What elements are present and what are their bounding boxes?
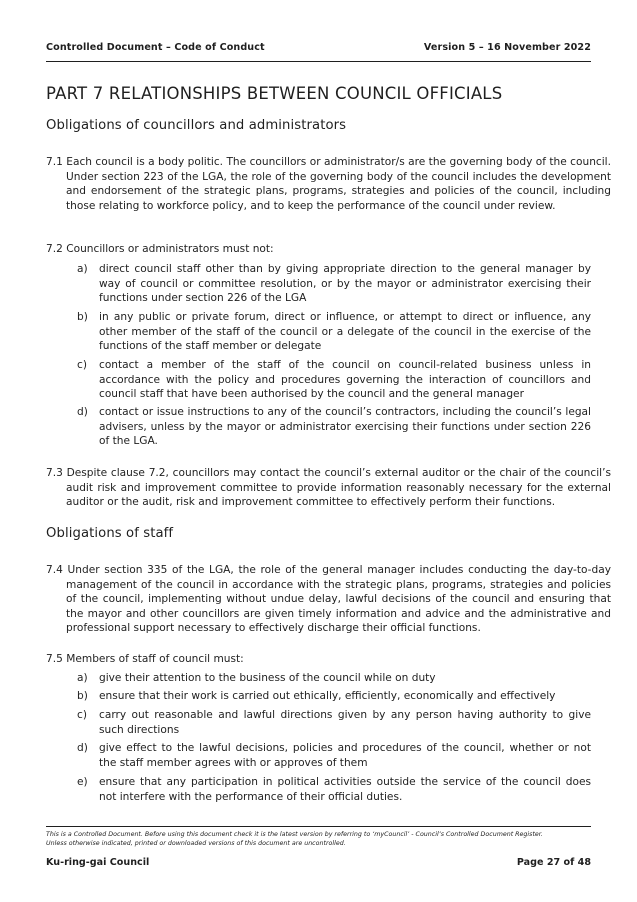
controlled-document-note: This is a Controlled Document. Before using this document check it is the latest version by referring to ‘myCouncil’ - Council’s Controlled Document Register. bbox=[46, 831, 543, 838]
list-marker: e) bbox=[77, 776, 88, 788]
list-item bbox=[77, 262, 591, 306]
list-item-text: give effect to the lawful decisions, policies and procedures of the council, whether or not the staff member agrees with or approves of them bbox=[99, 742, 591, 769]
footer-divider bbox=[46, 826, 591, 827]
list-item bbox=[77, 708, 591, 737]
list-item bbox=[77, 775, 591, 804]
list-item-text: carry out reasonable and lawful directions given by any person having authority to give such directions bbox=[99, 709, 591, 736]
list-marker: c) bbox=[77, 359, 87, 371]
section-heading-staff: Obligations of staff bbox=[46, 526, 174, 541]
header-divider bbox=[46, 61, 591, 62]
list-item bbox=[77, 358, 591, 402]
header-version: Version 5 – 16 November 2022 bbox=[423, 42, 591, 53]
list-item-text: ensure that their work is carried out ethically, efficiently, economically and effectively bbox=[99, 690, 556, 702]
list-item bbox=[77, 689, 591, 704]
page-header bbox=[46, 42, 591, 56]
list-item bbox=[77, 310, 591, 354]
page-number: Page 27 of 48 bbox=[516, 857, 591, 868]
list-marker: a) bbox=[77, 263, 88, 275]
clause-7-4: 7.4 Under section 335 of the LGA, the role of the general manager includes conducting the day-to-day management of the council in accordance with the strategic plans, programs, strategies and policies of the council, implementing without undue delay, lawful decisions of the council and ensuring that the mayor and other councillors are given timely information and advice and the administrative and professional support necessary to effectively discharge their official functions. bbox=[46, 564, 611, 635]
clause-7-1: 7.1 Each council is a body politic. The councillors or administrator/s are the governing body of the council. Under section 223 of the LGA, the role of the governing body of the council includes the development and endorsement of the strategic plans, programs, strategies and policies of the council, including those relating to workforce policy, and to keep the performance of the council under review. bbox=[46, 156, 611, 212]
uncontrolled-copy-note: Unless otherwise indicated, printed or downloaded versions of this document are uncontrolled. bbox=[46, 840, 346, 847]
clause-7-3: 7.3 Despite clause 7.2, councillors may contact the council’s external auditor or the chair of the council’s audit risk and improvement committee to provide information reasonably necessary for the external auditor or the audit, risk and improvement committee to effectively perform their functions. bbox=[46, 467, 611, 509]
clause-7-5-lead: 7.5 Members of staff of council must: bbox=[46, 653, 244, 665]
list-marker: c) bbox=[77, 709, 87, 721]
list-item-text: in any public or private forum, direct or influence, or attempt to direct or influence, any other member of the staff of the council or a delegate of the council in the exercise of the functions of the staff member or delegate bbox=[99, 311, 591, 353]
part-title: PART 7 RELATIONSHIPS BETWEEN COUNCIL OFFICIALS bbox=[46, 84, 503, 103]
list-item-text: ensure that any participation in political activities outside the service of the council does not interfere with the performance of their official duties. bbox=[99, 776, 591, 803]
list-item-text: direct council staff other than by giving appropriate direction to the general manager by way of council or committee resolution, or by the mayor or administrator exercising their functions under section 226 of the LGA bbox=[99, 263, 591, 305]
header-document-title: Controlled Document – Code of Conduct bbox=[46, 42, 265, 53]
list-marker: d) bbox=[77, 406, 88, 418]
list-marker: d) bbox=[77, 742, 88, 754]
list-item-text: contact or issue instructions to any of the council’s contractors, including the council’s legal advisers, unless by the mayor or administrator exercising their functions under section 226 of the LGA. bbox=[99, 406, 591, 448]
list-item bbox=[77, 671, 591, 686]
clause-7-2-lead: 7.2 Councillors or administrators must not: bbox=[46, 243, 274, 255]
list-marker: a) bbox=[77, 672, 88, 684]
footer-organisation: Ku-ring-gai Council bbox=[46, 857, 150, 868]
page-footer bbox=[46, 857, 591, 871]
list-marker: b) bbox=[77, 311, 88, 323]
list-item-text: give their attention to the business of the council while on duty bbox=[99, 672, 436, 684]
list-item bbox=[77, 405, 591, 449]
list-marker: b) bbox=[77, 690, 88, 702]
list-item-text: contact a member of the staff of the council on council-related business unless in accordance with the policy and procedures governing the interaction of councillors and council staff that have been authorised by the council and the general manager bbox=[99, 359, 591, 401]
list-item bbox=[77, 741, 591, 770]
section-heading-councillors: Obligations of councillors and administrators bbox=[46, 118, 347, 133]
